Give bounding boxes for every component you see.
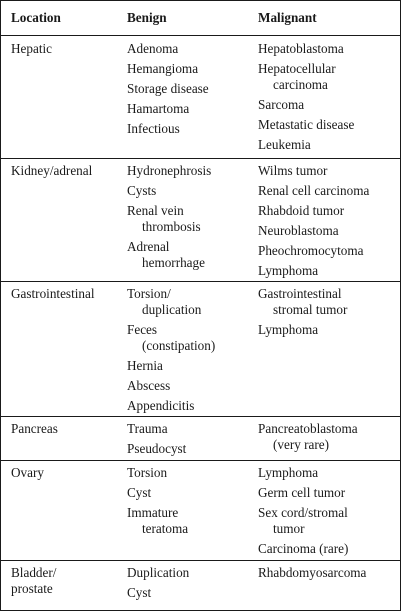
item-text: Sex cord/stromal (258, 505, 348, 520)
location-label: Hepatic (11, 41, 53, 56)
list-item (258, 97, 398, 113)
item-text: Pseudocyst (127, 441, 187, 456)
item-continuation: carcinoma (273, 77, 328, 92)
malignant-cell (258, 421, 398, 457)
list-item (127, 485, 252, 501)
header-malignant: Malignant (258, 10, 317, 25)
table-row (1, 37, 400, 158)
list-item (127, 203, 252, 235)
item-text: Carcinoma (rare) (258, 541, 349, 556)
list-item (258, 41, 398, 57)
list-item (127, 81, 252, 97)
malignant-cell (258, 41, 398, 157)
table-row (1, 416, 400, 461)
item-text: Abscess (127, 378, 171, 393)
list-item (258, 565, 398, 581)
location-cell (11, 565, 121, 597)
list-item (127, 121, 252, 137)
list-item (258, 223, 398, 239)
location-label: Gastrointestinal (11, 286, 95, 301)
table-row (1, 158, 400, 282)
list-item (127, 421, 252, 437)
item-text: Lymphoma (258, 263, 319, 278)
item-text: Cyst (127, 585, 152, 600)
item-continuation: duplication (142, 302, 202, 317)
location-cell (11, 465, 121, 485)
item-text: Pancreatoblastoma (258, 421, 358, 436)
list-item (127, 441, 252, 457)
list-item (127, 358, 252, 374)
list-item (127, 322, 252, 354)
item-continuation: tumor (273, 521, 305, 536)
benign-cell (127, 41, 252, 141)
item-text: Cyst (127, 485, 152, 500)
list-item (258, 163, 398, 179)
item-continuation: hemorrhage (142, 255, 205, 270)
item-text: Leukemia (258, 137, 311, 152)
list-item (127, 286, 252, 318)
list-item (258, 243, 398, 259)
benign-cell (127, 163, 252, 275)
item-text: Metastatic disease (258, 117, 355, 132)
location-cell (11, 163, 121, 183)
malignant-cell (258, 465, 398, 561)
item-text: Feces (127, 322, 158, 337)
table-header (1, 1, 400, 36)
item-continuation: (very rare) (273, 437, 330, 452)
item-continuation: thrombosis (142, 219, 201, 234)
item-text: Rhabdomyosarcoma (258, 565, 367, 580)
location-label: Kidney/adrenal (11, 163, 93, 178)
location-line: Bladder/ (11, 565, 57, 580)
table-row (1, 460, 400, 561)
item-text: Adrenal (127, 239, 170, 254)
table-row (1, 560, 400, 613)
list-item (258, 541, 398, 557)
location-cell (11, 421, 121, 441)
list-item (127, 378, 252, 394)
list-item (127, 505, 252, 537)
list-item (127, 239, 252, 271)
item-continuation: (constipation) (142, 338, 216, 353)
list-item (258, 465, 398, 481)
item-text: Lymphoma (258, 322, 319, 337)
item-text: Hernia (127, 358, 163, 373)
item-text: Hepatocellular (258, 61, 336, 76)
item-text: Immature (127, 505, 179, 520)
item-text: Neuroblastoma (258, 223, 339, 238)
item-text: Torsion/ (127, 286, 171, 301)
item-text: Trauma (127, 421, 168, 436)
item-text: Germ cell tumor (258, 485, 346, 500)
item-text: Torsion (127, 465, 168, 480)
item-text: Hydronephrosis (127, 163, 212, 178)
item-text: Renal cell carcinoma (258, 183, 370, 198)
list-item (258, 183, 398, 199)
item-continuation: stromal tumor (273, 302, 348, 317)
benign-cell (127, 286, 252, 418)
header-location: Location (11, 10, 61, 25)
list-item (127, 565, 252, 581)
list-item (258, 117, 398, 133)
list-item (258, 421, 398, 453)
location-line: prostate (11, 581, 53, 596)
benign-cell (127, 421, 252, 461)
list-item (258, 263, 398, 279)
table-row (1, 281, 400, 417)
item-text: Rhabdoid tumor (258, 203, 345, 218)
item-text: Storage disease (127, 81, 209, 96)
list-item (258, 322, 398, 338)
benign-cell (127, 465, 252, 541)
list-item (258, 485, 398, 501)
list-item (258, 203, 398, 219)
benign-cell (127, 565, 252, 605)
list-item (127, 61, 252, 77)
item-text: Pheochromocytoma (258, 243, 364, 258)
list-item (127, 585, 252, 601)
list-item (258, 505, 398, 537)
item-text: Hemangioma (127, 61, 199, 76)
item-text: Renal vein (127, 203, 184, 218)
malignant-cell (258, 286, 398, 342)
list-item (258, 286, 398, 318)
item-text: Appendicitis (127, 398, 195, 413)
item-text: Gastrointestinal (258, 286, 342, 301)
location-cell (11, 41, 121, 61)
item-text: Cysts (127, 183, 157, 198)
list-item (258, 61, 398, 93)
list-item (127, 101, 252, 117)
item-text: Hamartoma (127, 101, 190, 116)
list-item (127, 41, 252, 57)
item-text: Duplication (127, 565, 190, 580)
item-text: Hepatoblastoma (258, 41, 344, 56)
malignant-cell (258, 565, 398, 585)
item-text: Sarcoma (258, 97, 305, 112)
item-text: Lymphoma (258, 465, 319, 480)
list-item (127, 465, 252, 481)
location-label: Ovary (11, 465, 44, 480)
list-item (127, 163, 252, 179)
list-item (258, 137, 398, 153)
item-text: Infectious (127, 121, 180, 136)
item-text: Adenoma (127, 41, 179, 56)
header-benign: Benign (127, 10, 167, 25)
location-cell (11, 286, 121, 306)
list-item (127, 183, 252, 199)
item-continuation: teratoma (142, 521, 189, 536)
list-item (127, 398, 252, 414)
item-text: Wilms tumor (258, 163, 328, 178)
malignant-cell (258, 163, 398, 283)
location-label: Pancreas (11, 421, 58, 436)
